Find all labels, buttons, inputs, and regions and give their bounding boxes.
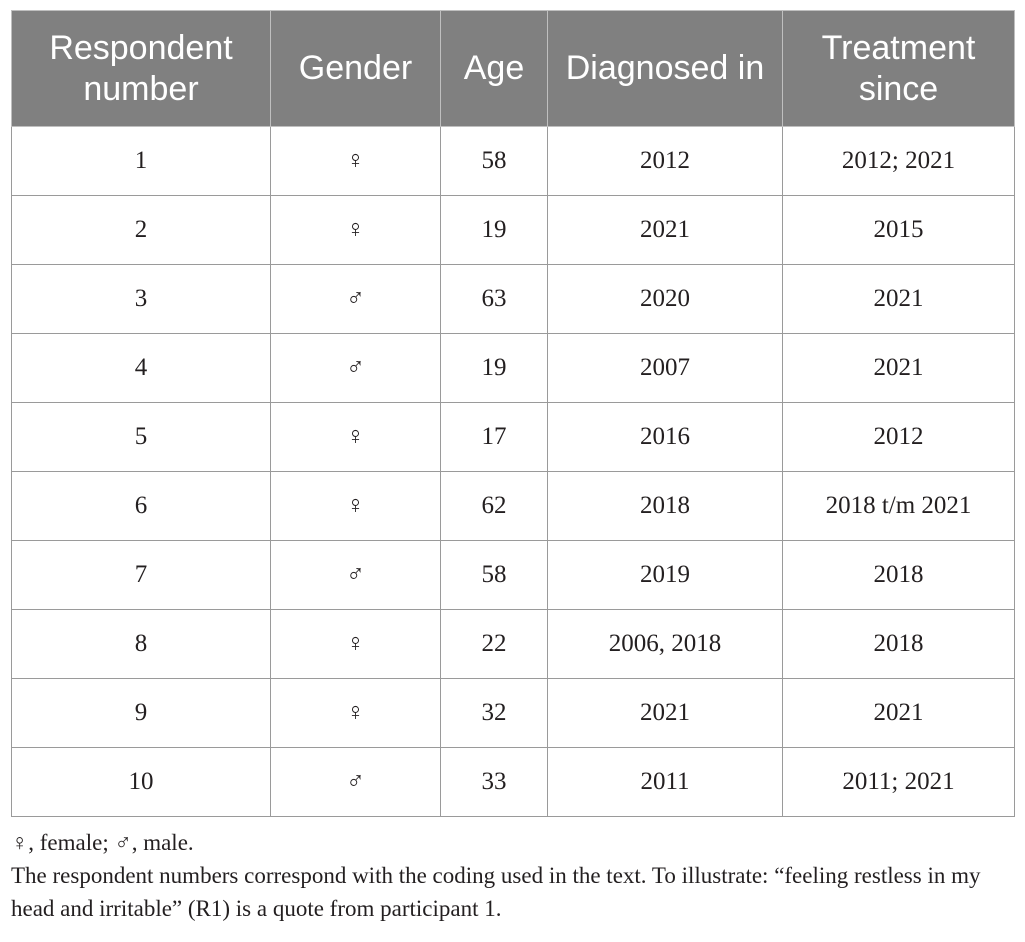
cell-age: 22 [441,610,548,679]
table-row [12,610,1015,679]
respondents-table-container [11,10,1014,817]
table-row [12,403,1015,472]
cell-age: 32 [441,679,548,748]
header-age: Age [441,11,548,127]
cell-respondent-number: 10 [12,748,271,817]
cell-treatment-since: 2021 [783,265,1015,334]
cell-respondent-number: 5 [12,403,271,472]
cell-respondent-number: 3 [12,265,271,334]
cell-diagnosed-in: 2006, 2018 [548,610,783,679]
header-row [12,11,1015,127]
cell-age: 33 [441,748,548,817]
cell-diagnosed-in: 2018 [548,472,783,541]
respondents-table [11,10,1015,817]
cell-diagnosed-in: 2020 [548,265,783,334]
table-row [12,196,1015,265]
header-diagnosed-in: Diagnosed in [548,11,783,127]
table-row [12,265,1015,334]
cell-gender: ♀ [271,679,441,748]
cell-age: 62 [441,472,548,541]
table-row [12,127,1015,196]
table-row [12,472,1015,541]
cell-age: 19 [441,334,548,403]
coding-note: The respondent numbers correspond with the coding used in the text. To illustrate: “feeling restless in my head and irritable” (R1) is a quote from participant 1. [11,863,981,921]
cell-gender: ♂ [271,748,441,817]
cell-gender: ♀ [271,127,441,196]
cell-age: 17 [441,403,548,472]
table-row [12,334,1015,403]
cell-treatment-since: 2011; 2021 [783,748,1015,817]
cell-respondent-number: 4 [12,334,271,403]
cell-treatment-since: 2021 [783,679,1015,748]
cell-gender: ♀ [271,610,441,679]
cell-gender: ♀ [271,403,441,472]
cell-treatment-since: 2018 t/m 2021 [783,472,1015,541]
cell-treatment-since: 2015 [783,196,1015,265]
table-row [12,541,1015,610]
header-respondent-number: Respondent number [12,11,271,127]
table-row [12,748,1015,817]
table-footnotes [11,826,1014,925]
cell-respondent-number: 9 [12,679,271,748]
cell-diagnosed-in: 2016 [548,403,783,472]
cell-respondent-number: 1 [12,127,271,196]
cell-gender: ♀ [271,196,441,265]
cell-diagnosed-in: 2011 [548,748,783,817]
cell-treatment-since: 2012 [783,403,1015,472]
cell-diagnosed-in: 2021 [548,679,783,748]
cell-treatment-since: 2018 [783,610,1015,679]
cell-respondent-number: 7 [12,541,271,610]
cell-gender: ♀ [271,472,441,541]
header-treatment-since: Treatment since [783,11,1015,127]
cell-gender: ♂ [271,334,441,403]
cell-age: 63 [441,265,548,334]
cell-respondent-number: 8 [12,610,271,679]
cell-age: 58 [441,127,548,196]
header-gender: Gender [271,11,441,127]
cell-treatment-since: 2012; 2021 [783,127,1015,196]
cell-age: 19 [441,196,548,265]
cell-age: 58 [441,541,548,610]
cell-treatment-since: 2021 [783,334,1015,403]
table-header [12,11,1015,127]
gender-legend: ♀, female; ♂, male. [11,830,194,855]
cell-respondent-number: 2 [12,196,271,265]
cell-diagnosed-in: 2012 [548,127,783,196]
cell-gender: ♂ [271,265,441,334]
cell-diagnosed-in: 2007 [548,334,783,403]
table-body [12,127,1015,817]
cell-treatment-since: 2018 [783,541,1015,610]
table-row [12,679,1015,748]
cell-gender: ♂ [271,541,441,610]
cell-diagnosed-in: 2021 [548,196,783,265]
cell-respondent-number: 6 [12,472,271,541]
cell-diagnosed-in: 2019 [548,541,783,610]
